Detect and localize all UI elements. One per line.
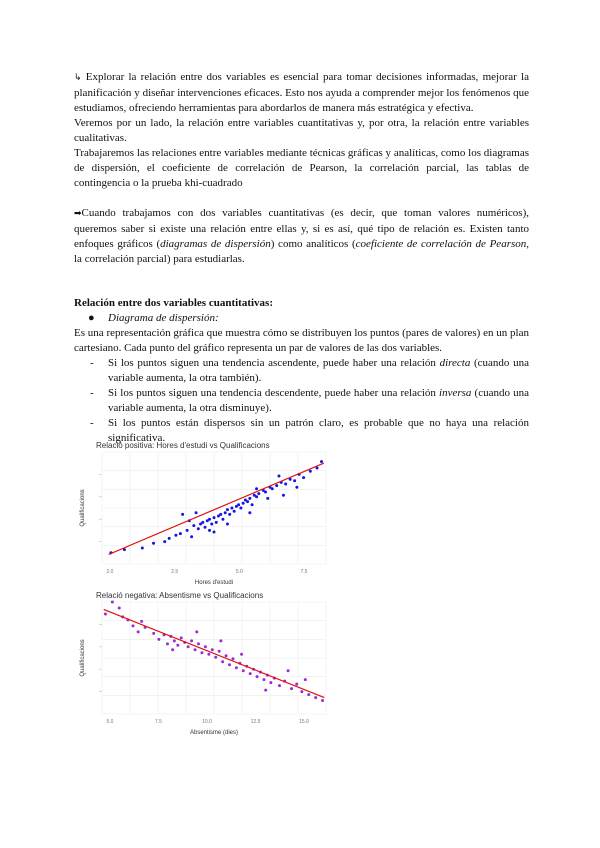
data-point [173, 639, 176, 642]
intro-paragraph-2: Veremos por un lado, la relación entre variables cuantitativas y, por otra, la relación entre variables cualitativas. [74, 117, 529, 144]
data-point [132, 624, 135, 627]
data-point [179, 532, 182, 535]
right-arrow-icon: ➡ [74, 209, 82, 219]
negative-scatter-chart [74, 588, 334, 738]
data-point [186, 529, 189, 532]
data-point [111, 601, 114, 604]
quantitative-paragraph: ➡Cuando trabajamos con dos variables cuantitativas (es decir, que toman valores numéricos), queremos saber si existe una relación entre ellas y, si es así, qué tipo de relación es. Existen tanto enfoques gráficos (diagramas de dispersión) como analíticos (coeficiente de correlación de Pearson, la correlación parcial) para estudiarlas. [74, 207, 530, 265]
data-point [249, 672, 252, 675]
data-point [275, 484, 278, 487]
y-axis-label: Qualificacions [80, 489, 86, 527]
data-point [190, 639, 193, 642]
positive-scatter-chart [74, 438, 334, 588]
data-point [287, 669, 290, 672]
data-point [166, 642, 169, 645]
x-tick-label: 7.5 [155, 719, 162, 725]
x-tick-label: 10.0 [202, 719, 212, 725]
data-point [157, 638, 160, 641]
data-point [233, 510, 236, 513]
data-point [284, 483, 287, 486]
data-point [231, 657, 234, 660]
data-point [290, 687, 293, 690]
data-point [195, 511, 198, 514]
data-point [304, 678, 307, 681]
list-item: - Si los puntos siguen una tendencia ascendente, puede haber una relación directa (cuando una variable aumenta, la otra también). [90, 357, 529, 384]
data-point [225, 654, 228, 657]
data-point [242, 669, 245, 672]
data-point [137, 630, 140, 633]
data-point [248, 497, 251, 500]
data-point [230, 507, 233, 510]
data-point [221, 518, 224, 521]
data-point [293, 479, 296, 482]
data-point [277, 475, 280, 478]
data-point [215, 521, 218, 524]
arrow-corner-icon: ↳ [74, 73, 82, 83]
x-tick-label: 2.0 [106, 569, 114, 575]
data-point [226, 523, 229, 526]
data-point [140, 620, 143, 623]
data-point [174, 534, 177, 537]
data-point [264, 689, 267, 692]
data-point [204, 526, 207, 529]
list-item: - Si los puntos están dispersos sin un patrón claro, es probable que no haya una relación significativa. [90, 417, 529, 444]
data-point [192, 524, 195, 527]
data-point [214, 656, 217, 659]
data-point [213, 516, 216, 519]
data-point [211, 648, 214, 651]
data-point [246, 500, 249, 503]
data-point [228, 663, 231, 666]
data-point [262, 678, 265, 681]
data-point [309, 470, 312, 473]
data-point [208, 518, 211, 521]
data-point [320, 460, 323, 463]
x-tick-label: 7.5 [300, 569, 308, 575]
data-point [163, 540, 166, 543]
data-point [307, 693, 310, 696]
data-point [200, 651, 203, 654]
data-point [176, 644, 179, 647]
data-point [278, 684, 281, 687]
data-point [141, 547, 144, 550]
scatter-description: Es una representación gráfica que muestra cómo se distribuyen los puntos (pares de valores) en un plan cartesiano. Cada punto del gráfico representa un par de valores de las dos variables. [74, 327, 529, 354]
data-point [235, 666, 238, 669]
section-heading: Relación entre dos variables cuantitativas: [74, 297, 274, 309]
intro-paragraph-3: Trabajaremos las relaciones entre variables mediante técnicas gráficas y analíticas, como los diagramas de dispersión, el coeficiente de correlación de Pearson, la correlación parcial, las tablas de contingencia o la prueba khi-cuadrado [74, 147, 529, 189]
data-point [219, 639, 222, 642]
data-point [264, 491, 267, 494]
data-point [152, 542, 155, 545]
x-tick-label: 5.0 [106, 719, 114, 725]
data-point [204, 645, 207, 648]
data-point [295, 486, 298, 489]
data-point [248, 511, 251, 514]
data-point [255, 487, 258, 490]
data-point [255, 495, 258, 498]
data-point [213, 531, 216, 534]
data-point [152, 632, 155, 635]
x-axis-label: Hores d'estudi [194, 580, 234, 586]
chart-title: Relació positiva: Hores d'estudi vs Qualificacions [96, 441, 270, 450]
data-point [190, 535, 193, 538]
x-axis-label: Absentisme (dies) [189, 730, 239, 736]
y-axis-label: Qualificacions [80, 639, 86, 677]
x-tick-label: 5.0 [235, 569, 243, 575]
bullet-icon: ● [88, 312, 95, 324]
data-point [197, 527, 200, 530]
data-point [195, 630, 198, 633]
data-point [271, 487, 274, 490]
data-point [218, 650, 221, 653]
x-tick-label: 15.0 [299, 719, 309, 725]
data-point [228, 513, 231, 516]
data-point [269, 681, 272, 684]
data-point [171, 648, 174, 651]
data-point [208, 529, 211, 532]
data-point [282, 494, 285, 497]
data-point [226, 508, 229, 511]
data-point [321, 699, 324, 702]
x-tick-label: 12.5 [250, 719, 261, 725]
data-point [300, 690, 303, 693]
data-point [181, 513, 184, 516]
chart-title: Relació negativa: Absentisme vs Qualificacions [96, 591, 264, 600]
data-point [207, 653, 210, 656]
data-point [168, 537, 171, 540]
bullet-item: ● Diagrama de dispersión: [88, 312, 219, 324]
data-point [221, 660, 224, 663]
list-item: - Si los puntos siguen una tendencia descendente, puede haber una relación inversa (cuando una variable aumenta, la otra disminuye). [90, 387, 529, 414]
data-point [302, 476, 305, 479]
data-point [219, 513, 222, 516]
data-point [256, 675, 259, 678]
data-point [266, 497, 269, 500]
data-point [118, 606, 121, 609]
document-body [74, 70, 529, 446]
data-point [187, 645, 190, 648]
data-point [257, 492, 260, 495]
data-point [242, 502, 245, 505]
data-point [197, 642, 200, 645]
data-point [224, 511, 227, 514]
data-point [180, 636, 183, 639]
data-point [104, 612, 107, 615]
data-point [239, 507, 242, 510]
data-point [251, 503, 254, 506]
data-point [194, 648, 197, 651]
x-tick-label: 2.5 [171, 569, 179, 575]
data-point [210, 523, 213, 526]
data-point [237, 503, 240, 506]
data-point [240, 653, 243, 656]
data-point [295, 683, 298, 686]
data-point [314, 696, 317, 699]
data-point [201, 521, 204, 524]
intro-paragraph: ↳ Explorar la relación entre dos variables es esencial para tomar decisiones informadas, mejorar la planificación y diseñar intervenciones eficaces. Esto nos ayuda a comprender mejor los fenómenos que estudiamos, ofreciendo herramientas para abordarlos de manera más estratégica y efectiva. [74, 71, 529, 114]
